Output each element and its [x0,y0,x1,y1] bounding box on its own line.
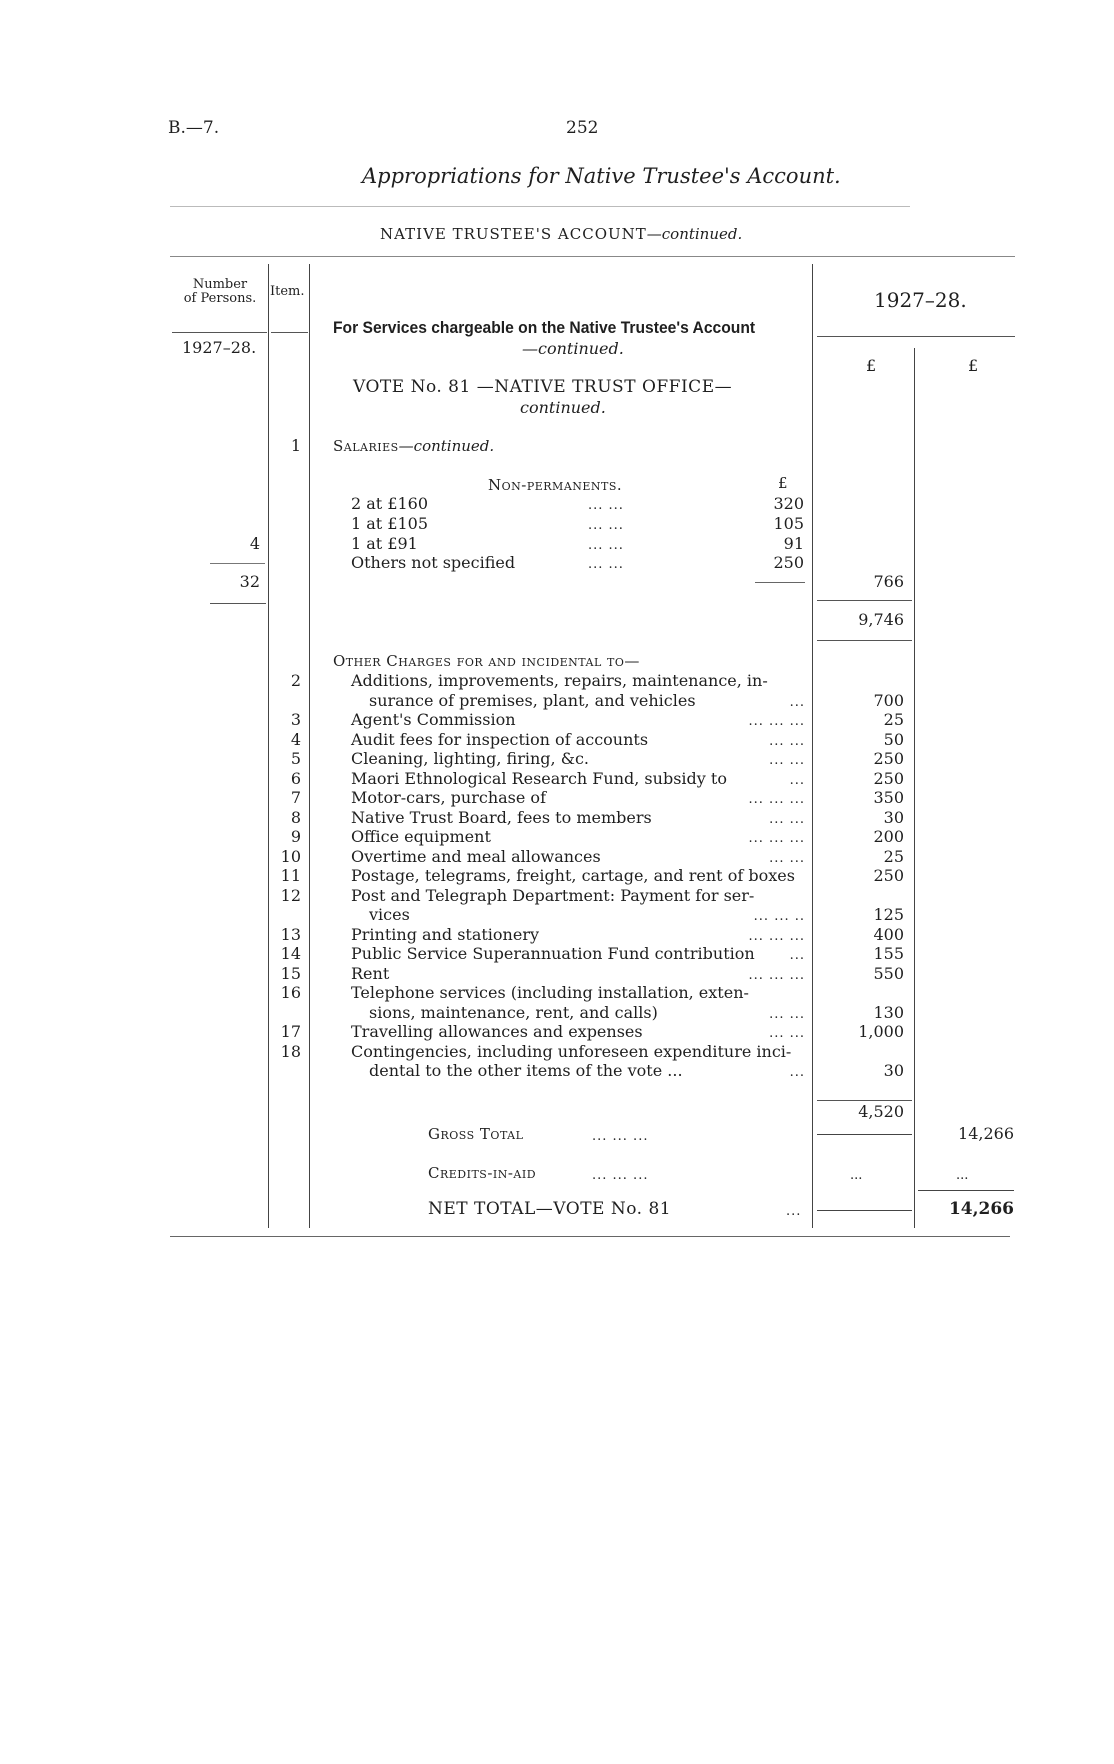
salary-row-value: 105 [773,514,804,533]
other-charge-value: 250 [873,768,904,788]
other-charge-item-number: 14 [280,944,301,963]
persons-total-rule [210,603,266,604]
salary-row-label: Others not specified [351,553,516,572]
other-charge-label: Post and Telegraph Department: Payment for ser- [351,885,755,905]
credits-in-aid-label: Credits-in-aid [428,1164,537,1182]
other-charge-value: 130 [873,1002,904,1022]
other-charge-item-number: 3 [290,710,301,729]
other-charge-item-number: 5 [290,749,301,768]
col-divider-item [309,264,310,1228]
other-charge-value: 200 [873,827,904,846]
salaries-label-cont: —continued. [398,437,495,455]
other-charge-label: Printing and stationery [351,924,540,944]
salary-row-dots: ... ... [588,538,624,553]
salary-row-label: 1 at £105 [351,514,429,533]
other-charge-value: 250 [873,866,904,885]
salaries-subtotal-rule [817,600,912,601]
col-header-item: Item. [270,284,305,299]
persons-partial: 4 [249,534,260,553]
salaries-sum-rule [755,582,805,583]
other-charge-label: Travelling allowances and expenses [351,1022,643,1041]
other-charge-label: Rent [351,963,390,983]
other-charge-label: Telephone services (including installation, exten- [351,983,749,1002]
other-charges-subtotal: 4,520 [858,1102,904,1121]
other-charge-label-cont: sions, maintenance, rent, and calls) [369,1002,658,1022]
other-charge-item-number: 7 [290,788,301,807]
gross-total-dots: ... ... ... [592,1129,649,1144]
salaries-total: 9,746 [858,610,904,629]
vote-heading-cont: continued. [520,398,606,417]
other-charge-label: Overtime and meal allowances [351,846,601,866]
other-charge-dots: ... ... ... [748,714,805,729]
salary-row-label: 1 at £91 [351,534,418,553]
pound-sign-col1: £ [866,356,877,375]
col-divider-amount [914,348,915,1228]
other-charge-value: 25 [883,710,904,729]
salaries-pound-sign: £ [778,474,788,492]
other-charge-label: Postage, telegrams, freight, cartage, and rent of boxes [351,866,795,885]
page-reference: B.—7. [168,118,220,138]
salary-row-value: 91 [783,534,804,553]
service-heading: For Services chargeable on the Native Trustee's Account [333,318,756,337]
persons-header-rule [172,332,267,333]
other-charge-dots: ... ... [769,1026,805,1041]
salary-row-dots: ... ... [588,557,624,572]
salary-row-dots: ... ... [588,498,624,513]
other-charge-value: 550 [873,963,904,983]
net-total-value: 14,266 [948,1199,1014,1219]
other-charge-value: 30 [883,807,904,827]
salary-row-value: 250 [773,553,804,572]
section-subtitle-main: NATIVE TRUSTEE'S ACCOUNT [380,225,647,243]
other-charge-value: 1,000 [858,1022,904,1041]
other-charge-item-number: 17 [280,1022,301,1041]
other-charge-label: Native Trust Board, fees to members [351,807,652,827]
other-charge-item-number: 6 [290,768,301,788]
other-charge-value: 350 [873,788,904,807]
service-heading-cont: —continued. [522,339,624,358]
other-charge-value: 25 [883,846,904,866]
table-top-rule [170,256,1015,257]
other-charge-label: Public Service Superannuation Fund contribution [351,944,755,963]
other-charge-dots: ... ... ... [748,928,805,944]
other-charge-dots: ... ... ... [748,792,805,807]
other-charge-label: Additions, improvements, repairs, maintenance, in- [351,671,768,690]
other-charge-dots: ... ... [769,733,805,749]
other-charge-item-number: 13 [280,924,301,944]
salary-row-value: 320 [773,494,804,513]
col-divider-persons [268,264,269,1228]
other-charge-dots: ... [789,772,805,788]
other-charge-value: 125 [873,905,904,924]
salaries-total-rule [817,640,912,641]
other-charges-heading: Other Charges for and incidental to— [333,652,640,670]
other-charge-label: Cleaning, lighting, firing, &c. [351,749,589,768]
other-charge-dots: ... ... ... [748,967,805,983]
other-charge-item-number: 16 [280,983,301,1002]
year-header-rule [817,336,1015,337]
other-charge-dots: ... ... [769,811,805,827]
other-charge-value: 250 [873,749,904,768]
other-charge-label-cont: surance of premises, plant, and vehicles [369,690,696,710]
other-charge-item-number: 4 [290,729,301,749]
credits-in-aid-col2: ... [956,1168,969,1183]
other-charge-value: 155 [873,944,904,963]
gross-total-rule [817,1134,912,1135]
other-charge-dots: ... ... .. [753,909,805,924]
other-charge-item-number: 8 [290,807,301,827]
gross-total-label: Gross Total [428,1125,524,1143]
other-charge-label: Agent's Commission [351,710,516,729]
section-subtitle [380,225,742,243]
vote-heading: VOTE No. 81 —NATIVE TRUST OFFICE— [353,377,733,397]
pound-sign-col2: £ [968,356,979,375]
section-subtitle-cont: —continued. [646,225,743,243]
non-permanents-subheading: Non-permanents. [488,476,623,494]
credits-in-aid-rule [918,1190,1014,1191]
other-charge-dots: ... ... [769,753,805,768]
salaries-subtotal: 766 [873,572,904,591]
other-charge-item-number: 10 [280,846,301,866]
other-charge-dots: ... [789,1065,805,1080]
persons-total: 32 [239,572,260,591]
other-charge-dots: ... ... [769,850,805,866]
col-header-year-right: 1927–28. [874,288,967,312]
col-divider-text [812,264,813,1228]
other-charge-item-number: 9 [290,827,301,846]
other-charge-label-cont: vices [369,905,410,924]
net-total-rule [817,1210,912,1211]
net-total-dots: ... [786,1204,802,1219]
other-charge-item-number: 12 [280,885,301,905]
other-charge-label: Audit fees for inspection of accounts [351,729,649,749]
page-number: 252 [566,118,599,138]
col-header-year-left: 1927–28. [182,338,257,357]
header-rule [170,206,910,207]
salaries-label: Salaries [333,437,399,455]
other-charge-value: 400 [873,924,904,944]
salary-row-label: 2 at £160 [351,494,429,513]
other-charge-item-number: 18 [280,1041,301,1061]
item-header-rule [271,332,308,333]
salaries-item-number: 1 [290,436,301,455]
other-charge-dots: ... [789,694,805,710]
page-title: Appropriations for Native Trustee's Account. [362,164,841,188]
other-charge-item-number: 15 [280,963,301,983]
gross-total-value: 14,266 [958,1124,1014,1143]
persons-partial-rule [210,563,265,564]
col-header-number-persons: Number of Persons. [183,277,257,306]
other-charges-rule [817,1100,912,1101]
net-total-label: NET TOTAL—VOTE No. 81 [428,1199,672,1219]
salaries-heading [333,437,494,455]
other-charge-label: Maori Ethnological Research Fund, subsidy to [351,768,727,788]
other-charge-value: 30 [883,1061,904,1080]
salary-row-dots: ... ... [588,518,624,533]
other-charge-label: Office equipment [351,827,491,846]
credits-in-aid-col1: ... [850,1168,863,1183]
credits-in-aid-dots: ... ... ... [592,1168,649,1183]
other-charge-label: Motor-cars, purchase of [351,788,546,807]
other-charge-label-cont: dental to the other items of the vote ... [369,1061,683,1080]
other-charge-value: 50 [883,729,904,749]
other-charge-value: 700 [873,690,904,710]
other-charge-item-number: 2 [290,671,301,690]
table-bottom-rule [170,1236,1010,1237]
other-charge-label: Contingencies, including unforeseen expenditure inci- [351,1041,792,1061]
other-charge-dots: ... [789,948,805,963]
other-charge-dots: ... ... ... [748,831,805,846]
other-charge-dots: ... ... [769,1006,805,1022]
other-charge-item-number: 11 [280,866,301,885]
